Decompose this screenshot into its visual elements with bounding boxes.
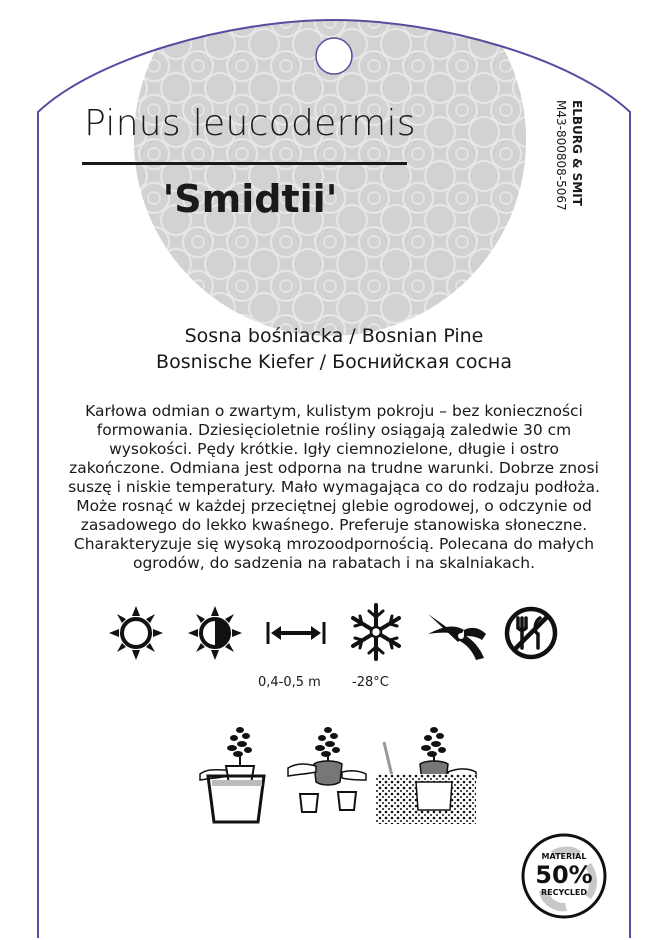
badge-material-text: MATERIAL bbox=[541, 852, 587, 861]
plant-in-soil-icon bbox=[372, 720, 478, 826]
snowflake-icon bbox=[346, 602, 406, 662]
badge-recycled-text: RECYCLED bbox=[540, 888, 588, 897]
common-names-line-2: Bosnische Kiefer / Боснийская сосна bbox=[156, 351, 512, 373]
partial-shade-icon bbox=[186, 604, 244, 662]
title-divider bbox=[82, 162, 407, 165]
hang-hole bbox=[316, 38, 352, 74]
brand-block bbox=[554, 100, 608, 250]
plant-width-caption: 0,4-0,5 m bbox=[258, 675, 321, 690]
plant-description: Karłowa odmian o zwartym, kulistym pokroju – bez konieczności formowania. Dziesięcioletnie rośliny osiągają zaledwie 30 cm wysokości. Pędy krótkie. Igły ciemnozielone, długie i ostro zakończone. Odmiana jest odporna na trudne warunki. Dobrze znosi suszę i niskie temperatury. Mało wymagająca co do rodzaju podłoża. Może rosnąć w każdej przeciętnej glebie ogrodowej, o odczynie od zasadowego do lekko kwaśnego. Preferuje stanowiska słoneczne. Charakteryzuje się wysoką mrozoodpornością. Polecana do małych ogrodów, do sadzenia na rabatach i na skalniakach. bbox=[68, 402, 600, 572]
full-sun-icon bbox=[107, 604, 165, 662]
latin-name: Pinus leucodermis bbox=[84, 103, 416, 144]
badge-percent-text: 50% bbox=[535, 861, 593, 889]
soak-pot-icon bbox=[198, 720, 278, 826]
product-code: M43-800808-5067 bbox=[554, 100, 568, 211]
recycled-material-badge bbox=[521, 833, 607, 919]
remove-pot-icon bbox=[286, 720, 368, 820]
brand-name: ELBURG & SMIT bbox=[570, 100, 584, 206]
cultivar-name: 'Smidtii' bbox=[162, 177, 338, 221]
pruning-shears-icon bbox=[424, 604, 488, 662]
not-edible-icon bbox=[502, 604, 560, 662]
hardiness-caption: -28°C bbox=[352, 675, 389, 690]
plant-width-arrow-icon bbox=[265, 620, 327, 646]
common-names-line-1: Sosna bośniacka / Bosnian Pine bbox=[184, 325, 484, 347]
